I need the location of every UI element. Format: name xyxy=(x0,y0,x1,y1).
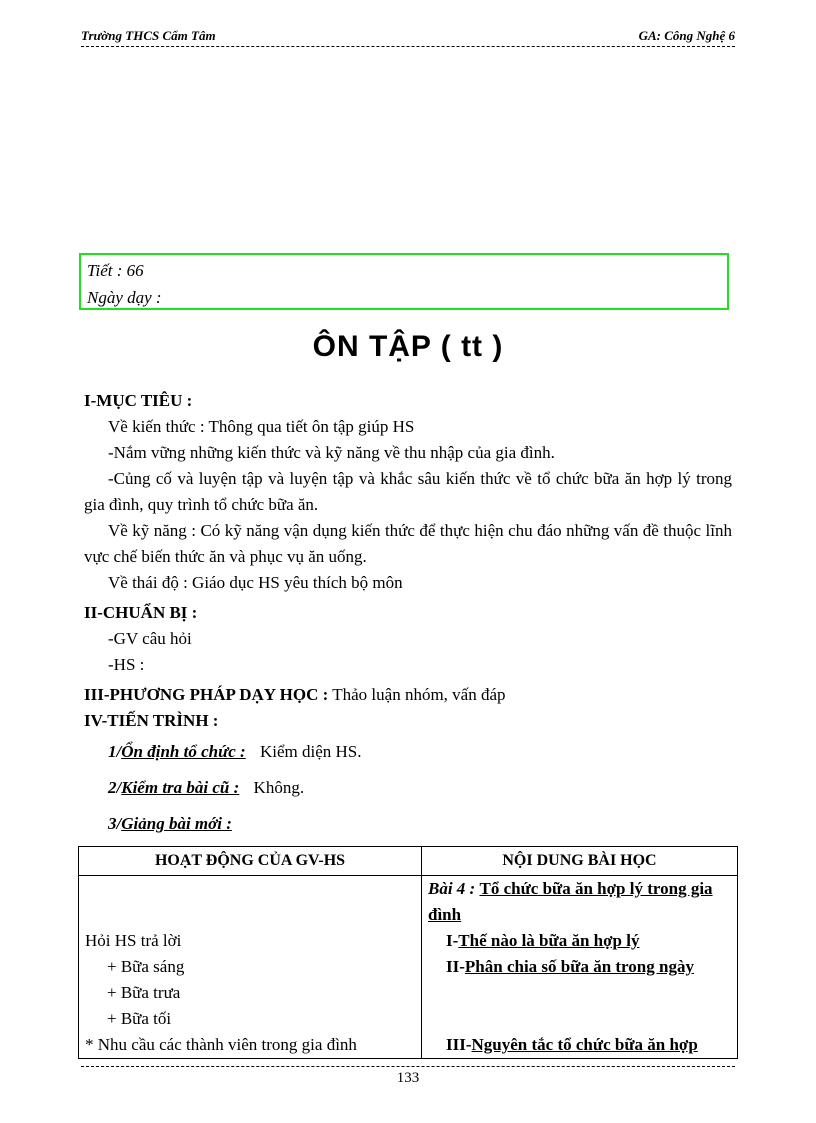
preparation-heading: II-CHUẨN BỊ : xyxy=(84,603,198,622)
objective-line: Về thái độ : Giáo dục HS yêu thích bộ môn xyxy=(108,573,403,592)
page-number: 133 xyxy=(396,1070,420,1086)
meal-item: + Bữa sáng xyxy=(107,957,185,976)
activities-cell xyxy=(79,876,422,1059)
step-number: 1/ xyxy=(108,742,122,761)
lesson-prefix: Bài 4 : xyxy=(428,879,476,898)
procedure-step xyxy=(84,734,732,770)
subject-label: GA: Công Nghệ 6 xyxy=(638,28,735,43)
lesson-meta-box xyxy=(79,253,729,310)
content-point xyxy=(428,954,731,980)
point-text: Nguyên tắc tổ chức bữa ăn hợp xyxy=(471,1035,698,1054)
ask-line: Hỏi HS trả lời xyxy=(85,931,182,950)
lesson-title: Tổ chức bữa ăn hợp lý trong gia đình xyxy=(428,879,713,924)
step-label: Kiểm tra bài cũ : xyxy=(121,778,240,797)
step-label: Giảng bài mới : xyxy=(121,814,232,833)
objectives-heading: I-MỤC TIÊU : xyxy=(84,391,193,410)
procedure-step xyxy=(84,806,732,842)
step-value: Kiểm diện HS. xyxy=(259,742,362,761)
meal-item: + Bữa trưa xyxy=(107,983,181,1002)
content-cell xyxy=(422,876,738,1059)
objective-line: -Củng cố và luyện tập và luyện tập và khắc sâu kiến thức về tổ chức bữa ăn hợp lý trong gia đình, quy trình tổ chức bữa ăn. xyxy=(84,469,732,514)
step-number: 3/ xyxy=(108,814,122,833)
step-label: Ổn định tổ chức : xyxy=(121,742,246,761)
point-number: II- xyxy=(446,957,465,976)
lesson-heading xyxy=(428,876,731,928)
preparation-line: -HS : xyxy=(108,655,145,674)
document-body xyxy=(84,388,732,842)
step-value: Không. xyxy=(253,778,305,797)
table-row xyxy=(79,876,738,1059)
point-number: I- xyxy=(446,931,459,950)
page-header xyxy=(81,28,735,47)
teach-date: Ngày dạy : xyxy=(87,288,162,307)
objective-line: Về kiến thức : Thông qua tiết ôn tập giúp HS xyxy=(108,417,415,436)
point-text: Thế nào là bữa ăn hợp lý xyxy=(458,931,640,950)
point-text: Phân chia số bữa ăn trong ngày xyxy=(464,957,694,976)
footer-divider xyxy=(81,1066,735,1067)
lesson-number: Tiết : 66 xyxy=(87,261,144,280)
method-text: Thảo luận nhóm, vấn đáp xyxy=(332,685,506,704)
meal-item: + Bữa tối xyxy=(107,1009,172,1028)
content-point xyxy=(428,1032,731,1058)
school-name: Trường THCS Cẩm Tâm xyxy=(81,28,216,43)
content-point xyxy=(428,928,731,954)
procedure-step xyxy=(84,770,732,806)
objective-line: Về kỹ năng : Có kỹ năng vận dụng kiến thức để thực hiện chu đáo những vấn đề thuộc lĩnh vực chế biến thức ăn và phục vụ ăn uống. xyxy=(84,521,732,566)
step-number: 2/ xyxy=(108,778,122,797)
page-title: ÔN TẬP ( tt ) xyxy=(312,330,504,363)
table-header-row xyxy=(79,847,738,876)
point-number: III- xyxy=(446,1035,472,1054)
method-line xyxy=(84,682,732,708)
procedure-heading: IV-TIẾN TRÌNH : xyxy=(84,711,219,730)
objective-line: -Nắm vững những kiến thức và kỹ năng về thu nhập của gia đình. xyxy=(108,443,555,462)
column-header-content: NỘI DUNG BÀI HỌC xyxy=(422,847,738,876)
lesson-table xyxy=(78,846,738,1059)
preparation-line: -GV câu hỏi xyxy=(108,629,192,648)
method-heading: III-PHƯƠNG PHÁP DẠY HỌC : xyxy=(84,685,329,704)
needs-line: * Nhu cầu các thành viên trong gia đình xyxy=(85,1035,357,1054)
column-header-activities: HOẠT ĐỘNG CỦA GV-HS xyxy=(79,847,422,876)
